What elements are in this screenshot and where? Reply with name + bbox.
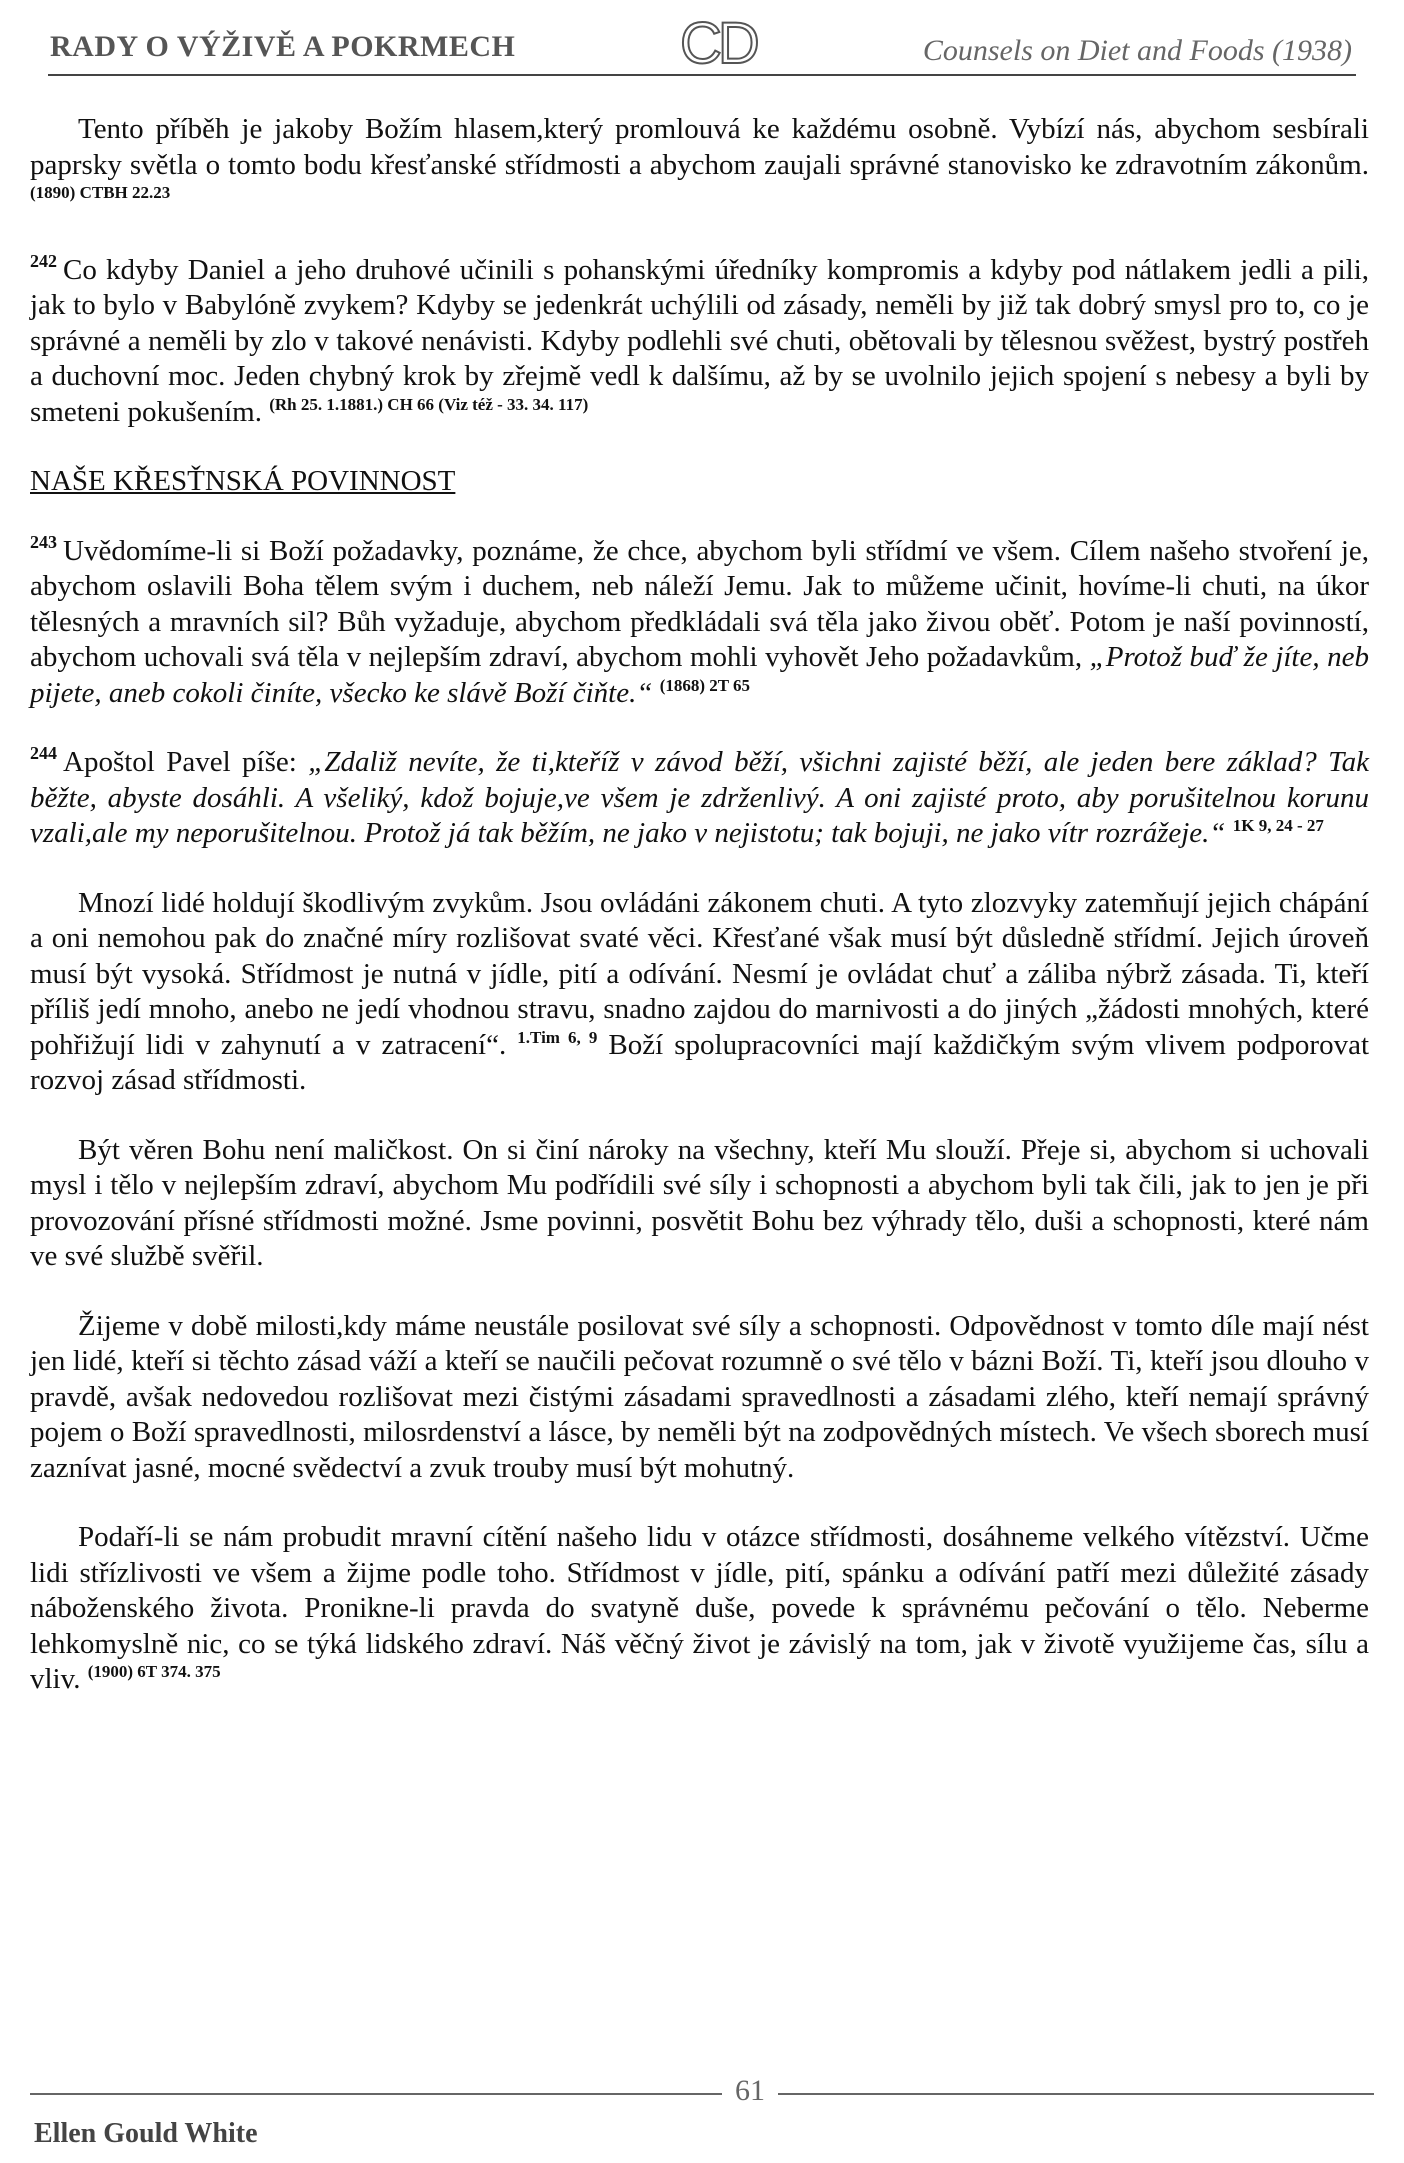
- paragraph-grace: [30, 1309, 1369, 1487]
- reference: (Rh 25. 1.1881.) CH 66 (Viz též - 33. 34. 117): [269, 394, 589, 414]
- reference: (1868) 2T 65: [659, 675, 751, 695]
- page-header: [48, 11, 1356, 76]
- paragraph-number: 244: [30, 743, 57, 763]
- reference: (1890) CTBH 22.23: [30, 183, 171, 202]
- paragraph-text: Podaří-li se nám probudit mravní cítění našeho lidu v otázce střídmosti, dosáhneme velkého vítězství. Učme lidi střízlivosti ve všem a žijme podle toho. Střídmost v jídle, pití, spánku a odívání patří mezi důležité zásady náboženského života. Pronikne-li pravda do svatyně duše, povede k správnému pečování o tělo. Neberme lehkomyslně nic, co se týká lidského zdraví. Náš věčný život je závislý na tom, jak v životě využijeme čas, sílu a vliv.: [30, 1521, 1369, 1695]
- paragraph-text: Být věren Bohu není maličkost. On si činí nároky na všechny, kteří Mu slouží. Přeje si, abychom si uchovali mysl i tělo v nejlepším zdraví, abychom Mu podřídili své síly i schopnosti a abychom byli tak čili, jak to jen je při provozování přísné střídmosti možné. Jsme povinni, posvětit Bohu bez výhrady tělo, duši a schopnosti, které nám ve své službě svěřil.: [30, 1133, 1369, 1272]
- book-title-english: Counsels on Diet and Foods (1938): [922, 34, 1352, 67]
- footer-divider-right: [778, 2093, 1374, 2095]
- bible-quote: „Zdaliž nevíte, že ti,kteříž v závod běží, všichni zajisté běží, ale jeden bere základ? Tak běžte, abyste dosáhli. A všeliký, kdož bojuje,ve všem je zdrženlivý. A oni zajisté proto, aby porušitelnou korunu vzali,ale my neporušitelnou. Protož já tak běžím, ne jako v nejistotu; tak bojuji, ne jako vítr rozrážeje.“: [30, 746, 1369, 849]
- paragraph-text: Tento příběh je jakoby Božím hlasem,který promlouvá ke každému osobně. Vybízí nás, abychom sesbírali paprsky světla o tomto bodu křesťanské střídmosti a abychom zaujali správné stanovisko ke zdravotním zákonům.: [30, 113, 1369, 181]
- paragraph-number: 243: [30, 531, 57, 552]
- paragraph-text: Žijeme v době milosti,kdy máme neustále posilovat své síly a schopnosti. Odpovědnost v tomto díle mají nést jen lidé, kteří si těchto zásad váží a kteří se naučili pečovat rozumně o své tělo v bázni Boží. Ti, kteří jsou dlouho v pravdě, avšak nedovedou rozlišovat mezi čistými zásadami spravedlnosti a zásadami zlého, kteří nemají správný pojem o Boží spravedlnosti, milosrdenství a lásce, by neměli být na zodpovědných místech. Ve všech sborech musí zaznívat jasné, mocné svědectví a zvuk trouby musí být mohutný.: [30, 1309, 1369, 1484]
- paragraph-text: Uvědomíme-li si Boží požadavky, poznáme, že chce, abychom byli střídmí ve všem. Cílem našeho stvoření je, abychom oslavili Boha tělem svým i duchem, neb náleží Jemu. Jak to můžeme učinit, hovíme-li chuti, na úkor tělesných a mravních sil? Bůh vyžaduje, abychom předkládali svá těla jako živou oběť. Potom je naší povinností, abychom uchovali svá těla v nejlepším zdraví, abychom mohli vyhovět Jeho požadavkům,: [30, 534, 1369, 673]
- paragraph-number: 242: [30, 250, 57, 271]
- reference: 1.Tim 6, 9: [517, 1027, 598, 1047]
- paragraph-242: [30, 250, 1369, 431]
- author-name: Ellen Gould White: [34, 2118, 258, 2149]
- paragraph-244: [30, 745, 1369, 852]
- cd-logo: CD: [680, 11, 756, 76]
- paragraph-243: [30, 531, 1369, 712]
- book-title-czech: RADY O VÝŽIVĚ A POKRMECH: [50, 30, 516, 63]
- section-heading: NAŠE KŘESŤNSKÁ POVINNOST: [30, 465, 456, 497]
- bible-quote: „Protož buď že jíte, neb pijete, aneb cokoli činíte, všecko ke slávě Boží čiňte.“: [30, 641, 1369, 709]
- paragraph-text: Mnozí lidé holdují škodlivým zvykům. Jsou ovládáni zákonem chuti. A tyto zlozvyky zatemňují jejich chápání a oni nemohou pak do značné míry rozlišovat svaté věci. Křesťané však musí být důsledně střídmí. Jejich úroveň musí být vysoká. Střídmost je nutná v jídle, pití a odívání. Nesmí je ovládat chuť a záliba nýbrž zásada. Ti, kteří příliš jedí mnoho, anebo ne jedí vhodnou stravu, snadno zajdou do marnivosti a do jiných „žádosti mnohých, které pohřižují lidi v zahynutí a v zatracení“.: [30, 886, 1369, 1061]
- paragraph-victory: [30, 1520, 1369, 1698]
- paragraph-habits: [30, 886, 1369, 1099]
- footer-divider-left: [30, 2093, 722, 2095]
- paragraph-intro: [30, 112, 1369, 219]
- page-body: [30, 112, 1369, 1732]
- paragraph-text: Boží spolupracovníci mají každičkým svým vlivem podporovat rozvoj zásad střídmosti.: [30, 1028, 1369, 1096]
- paragraph-text: Co kdyby Daniel a jeho druhové učinili s pohanskými úředníky kompromis a kdyby pod nátlakem jedli a pili, jak to bylo v Babylóně zvykem? Kdyby se jedenkrát uchýlili od zásady, neměli by již tak dobrý smysl pro to, co je správné a neměli by zlo v takové nenávisti. Kdyby podlehli své chuti, obětovali by tělesnou svěžest, bystrý postřeh a duchovní moc. Jeden chybný krok by zřejmě vedl k dalšímu, až by se uvolnilo jejich spojení s nebesy a byli by smeteni pokušením.: [30, 253, 1369, 428]
- reference: (1900) 6T 374. 375: [87, 1662, 221, 1681]
- reference: 1K 9, 24 - 27: [1232, 816, 1324, 835]
- page-number: 61: [735, 2074, 765, 2107]
- paragraph-faithful: [30, 1133, 1369, 1275]
- paragraph-lead: Apoštol Pavel píše:: [63, 746, 297, 778]
